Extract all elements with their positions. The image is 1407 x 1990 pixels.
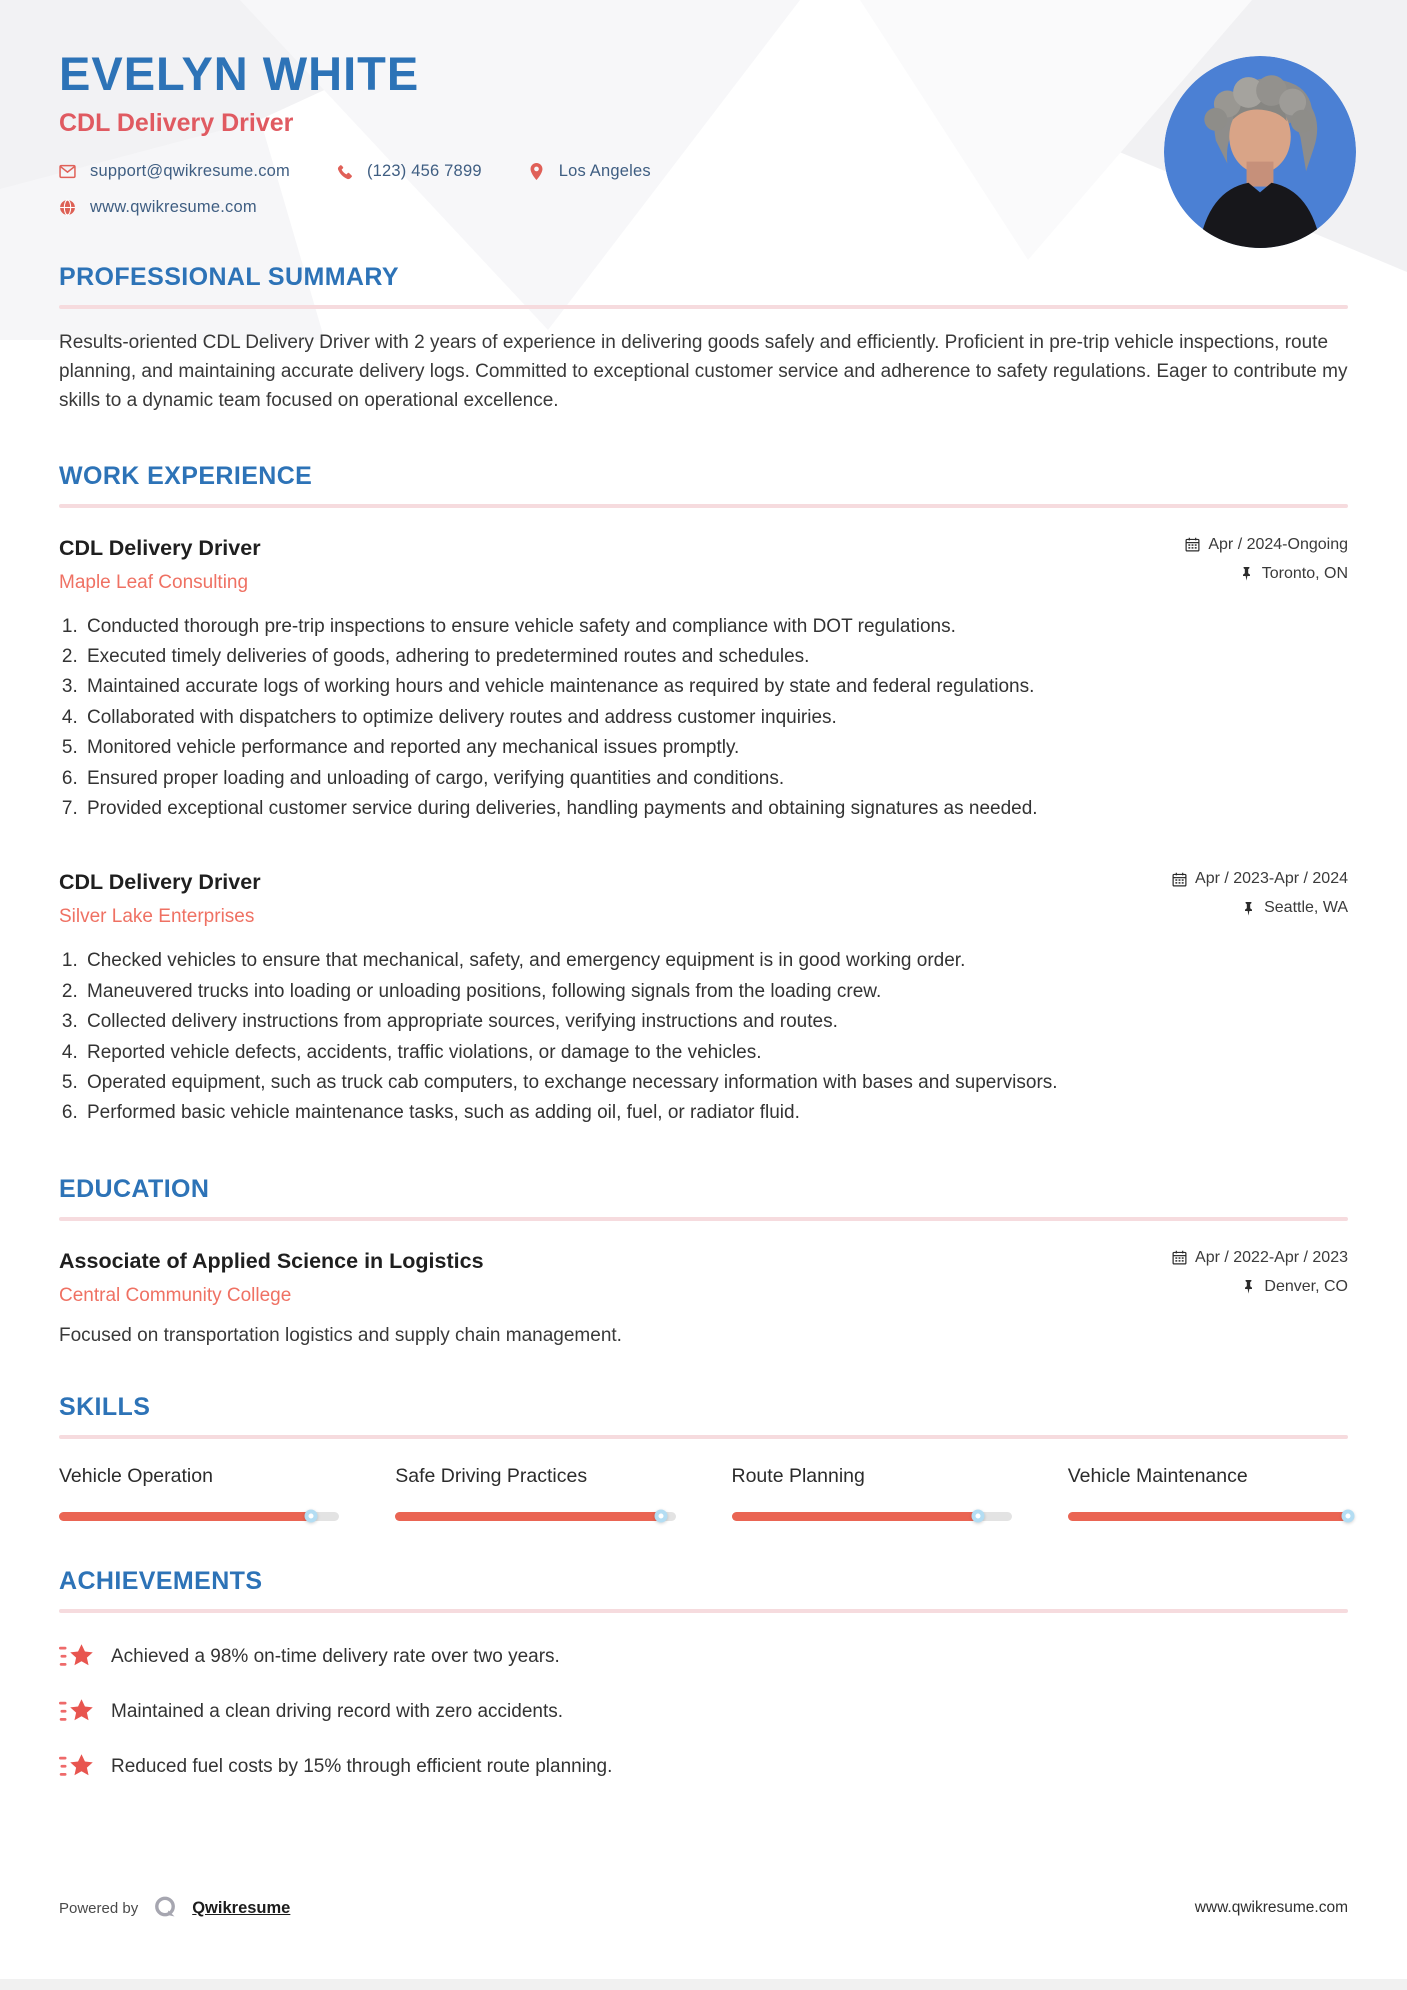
qwikresume-brand-link[interactable]: Qwikresume [192,1898,291,1917]
job-entry-meta [1172,870,1348,917]
skill-slider-fill [1068,1512,1348,1521]
achievements-list [59,1641,1348,1783]
job-bullet: 5. Operated equipment, such as truck cab computers, to exchange necessary information with bases and supervisors. [83,1068,1348,1098]
achievement-text: Reduced fuel costs by 15% through efficient route planning. [111,1755,613,1777]
job-entry-dates-text: Apr / 2024-Ongoing [1208,535,1348,553]
job-list [59,536,1348,1129]
summary-text: Results-oriented CDL Delivery Driver with 2 years of experience in delivering goods safely and efficiently. Proficient in pre-trip vehicle inspections, route planning, and maintaining accurate delivery logs. Committed to exceptional customer service and adherence to safety regulations. Eager to contribute my skills to a dynamic team focused on operational excellence. [59,332,1348,411]
section-divider [59,1435,1348,1439]
education-location-text: Denver, CO [1264,1277,1348,1295]
skill-item [59,1465,339,1521]
job-entry-location [1185,565,1348,583]
qwikresume-q-logo [152,1894,180,1922]
pushpin-icon [1241,1279,1256,1294]
contact-email[interactable] [59,162,290,181]
job-bullet: 6. Performed basic vehicle maintenance tasks, such as adding oil, fuel, or radiator fluid. [83,1098,1348,1128]
achievement-text: Achieved a 98% on-time delivery rate over two years. [111,1645,560,1667]
job-entry-left [59,536,261,594]
skill-slider-knob [972,1510,985,1523]
contact-row-1 [59,162,1348,181]
job-entry-meta [1185,536,1348,583]
section-heading: SKILLS [59,1392,151,1421]
contact-location [528,162,651,181]
job-entry [59,870,1348,1128]
envelope-icon [59,163,76,180]
phone-icon [336,163,353,180]
job-entry-location-text: Toronto, ON [1261,564,1348,582]
section-education [59,1175,1348,1347]
job-bullet: 1. Checked vehicles to ensure that mechanical, safety, and emergency equipment is in good working order. [83,946,1348,976]
achievement-item [59,1641,1348,1673]
shooting-star-icon [59,1751,95,1783]
job-bullet: 5. Monitored vehicle performance and reported any mechanical issues promptly. [83,733,1348,763]
section-professional-summary [59,263,1348,416]
section-divider [59,305,1348,309]
education-entry-header [59,1249,1348,1307]
job-bullet: 4. Reported vehicle defects, accidents, traffic violations, or damage to the vehicles. [83,1038,1348,1068]
skill-slider-track [732,1512,1012,1521]
contact-phone [336,162,482,181]
achievement-item [59,1751,1348,1783]
shooting-star-icon [59,1641,95,1673]
job-entry-company: Maple Leaf Consulting [59,571,249,593]
skill-slider-knob [305,1510,318,1523]
skill-label: Route Planning [731,1464,865,1487]
job-entry-company: Silver Lake Enterprises [59,906,255,928]
education-dates-text: Apr / 2022-Apr / 2023 [1195,1248,1348,1266]
contact-website-text: www.qwikresume.com [90,198,257,216]
job-bullet: 2. Executed timely deliveries of goods, adhering to predetermined routes and schedules. [83,642,1348,672]
skill-slider-track [59,1512,339,1521]
section-work-experience [59,462,1348,1129]
skill-slider-fill [59,1512,311,1521]
education-dates [1172,1249,1348,1267]
education-location [1172,1278,1348,1296]
person-name: EVELYN WHITE [59,47,420,100]
skill-slider-knob [655,1510,668,1523]
calendar-icon [1172,1250,1187,1265]
pushpin-icon [1239,566,1254,581]
powered-by-label: Powered by [59,1899,139,1917]
contact-location-text: Los Angeles [558,162,651,180]
contact-phone-text: (123) 456 7899 [366,162,482,180]
skill-slider-fill [395,1512,661,1521]
section-heading: EDUCATION [59,1174,210,1203]
education-entry [59,1249,1348,1347]
contact-row-2 [59,198,1348,217]
skills-grid [59,1465,1348,1521]
section-heading: WORK EXPERIENCE [59,461,313,490]
section-divider [59,1609,1348,1613]
job-bullet: 1. Conducted thorough pre-trip inspections to ensure vehicle safety and compliance with DOT regulations. [83,612,1348,642]
bottom-edge-strip [0,1979,1407,1990]
globe-icon [59,199,76,216]
skill-slider-fill [732,1512,979,1521]
achievement-item [59,1696,1348,1728]
education-entry-left [59,1249,484,1307]
section-heading: PROFESSIONAL SUMMARY [59,263,399,291]
skill-slider-knob [1342,1510,1355,1523]
job-bullet: 2. Maneuvered trucks into loading or unloading positions, following signals from the loading crew. [83,977,1348,1007]
job-entry-dates [1172,870,1348,888]
job-bullet: 6. Ensured proper loading and unloading of cargo, verifying quantities and conditions. [83,764,1348,794]
skill-item [1068,1465,1348,1521]
job-bullet: 7. Provided exceptional customer service during deliveries, handling payments and obtaining signatures as needed. [83,794,1348,824]
resume-content [0,46,1407,1783]
job-entry [59,536,1348,825]
section-skills [59,1393,1348,1521]
calendar-icon [1172,872,1187,887]
section-divider [59,504,1348,508]
section-divider [59,1217,1348,1221]
footer-website-text: www.qwikresume.com [1194,1899,1348,1916]
pushpin-icon [1241,901,1256,916]
education-school: Central Community College [59,1284,292,1306]
skill-label: Vehicle Maintenance [1067,1464,1248,1487]
job-entry-location-text: Seattle, WA [1264,899,1348,917]
skill-item [395,1465,675,1521]
job-entry-header [59,536,1348,594]
calendar-icon [1185,537,1200,552]
shooting-star-icon [59,1696,95,1728]
contact-website[interactable] [59,198,257,217]
section-heading: ACHIEVEMENTS [59,1566,263,1595]
skill-slider-track [395,1512,675,1521]
location-pin-icon [528,163,545,180]
skill-label: Vehicle Operation [59,1464,213,1487]
job-bullet-list [59,946,1348,1128]
job-bullet-list [59,612,1348,825]
skill-item [732,1465,1012,1521]
achievement-text: Maintained a clean driving record with zero accidents. [111,1700,564,1722]
skill-slider-track [1068,1512,1348,1521]
education-note: Focused on transportation logistics and supply chain management. [59,1324,622,1346]
skill-label: Safe Driving Practices [395,1464,588,1487]
job-entry-dates [1185,536,1348,554]
education-degree: Associate of Applied Science in Logistics [59,1248,484,1273]
job-entry-dates-text: Apr / 2023-Apr / 2024 [1195,870,1348,888]
footer-left [59,1894,290,1922]
job-entry-location [1172,899,1348,917]
education-entry-meta [1172,1249,1348,1296]
job-entry-title: CDL Delivery Driver [59,870,261,895]
job-bullet: 4. Collaborated with dispatchers to optimize delivery routes and address customer inquiries. [83,703,1348,733]
job-entry-left [59,870,261,928]
contact-email-text: support@qwikresume.com [90,162,290,180]
section-achievements [59,1567,1348,1783]
job-bullet: 3. Collected delivery instructions from appropriate sources, verifying instructions and routes. [83,1007,1348,1037]
job-entry-title: CDL Delivery Driver [59,535,261,560]
job-bullet: 3. Maintained accurate logs of working hours and vehicle maintenance as required by state and federal regulations. [83,672,1348,702]
job-entry-header [59,870,1348,928]
page-footer [59,1894,1348,1922]
person-job-title: CDL Delivery Driver [59,109,294,137]
